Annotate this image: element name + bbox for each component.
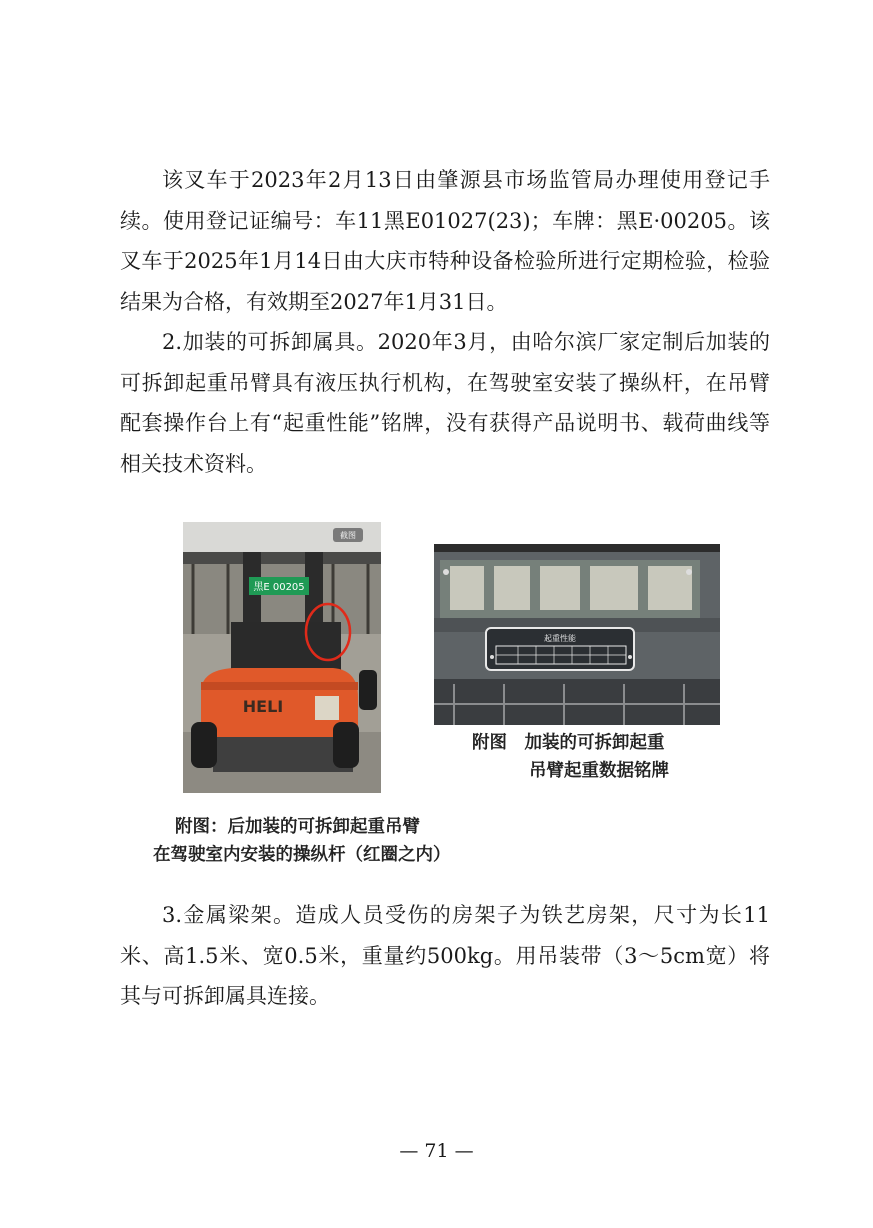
nameplate-photo: [434, 544, 720, 725]
license-plate-text: 黑E 00205: [253, 582, 305, 593]
figure-caption-right-line2: 吊臂起重数据铭牌: [529, 761, 669, 781]
figure-caption-right-line1: 附图 加装的可拆卸起重: [472, 733, 665, 753]
screenshot-badge: 截图: [340, 531, 356, 540]
figure-caption-left-line1: 附图：后加装的可拆卸起重吊臂: [175, 817, 420, 837]
figure-caption-left-line2: 在驾驶室内安装的操纵杆（红圈之内）: [153, 845, 451, 865]
paragraph-registration: 该叉车于2023年2月13日由肇源县市场监管局办理使用登记手续。使用登记证编号：车11黑E01027(23)；车牌：黑E·00205。该叉车于2025年1月14日由大庆市特种设备检验所进行定期检验，检验结果为合格，有效期至2027年1月31日。: [120, 168, 770, 314]
forklift-photo: [183, 522, 381, 793]
brand-text: HELI: [242, 697, 284, 716]
paragraph-metal-frame: 3.金属梁架。造成人员受伤的房架子为铁艺房架，尺寸为长11米、高1.5米、宽0.5米，重量约500kg。用吊装带（3～5cm宽）将其与可拆卸属具连接。: [120, 903, 770, 1008]
nameplate-title: 起重性能: [544, 634, 576, 643]
paragraph-attachment: 2.加装的可拆卸属具。2020年3月，由哈尔滨厂家定制后加装的可拆卸起重吊臂具有液压执行机构，在驾驶室安装了操纵杆，在吊臂配套操作台上有“起重性能”铭牌，没有获得产品说明书、载荷曲线等相关技术资料。: [120, 330, 770, 476]
page-number: — 71 —: [399, 1140, 474, 1162]
